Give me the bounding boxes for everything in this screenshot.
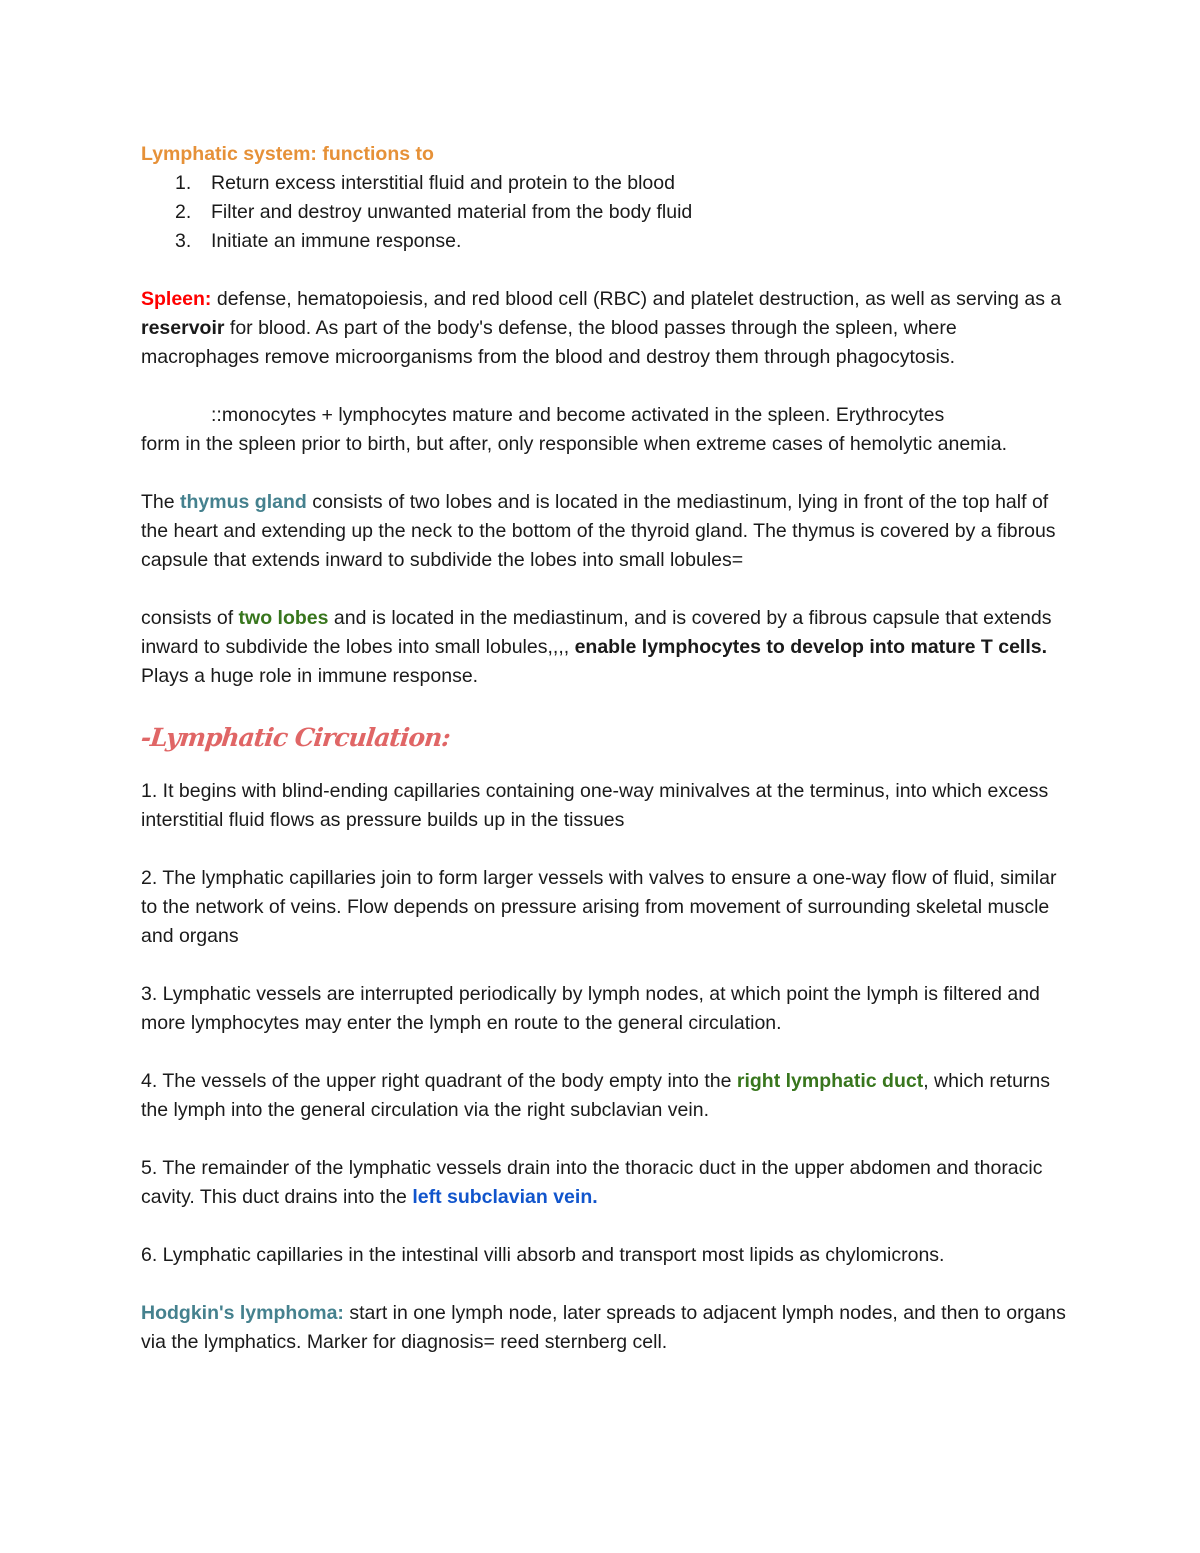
thymus-paragraph: The thymus gland consists of two lobes and is located in the mediastinum, lying in front of the top half of the heart and extending up the neck to the bottom of the thyroid gland. The thymus is covered by a fibrous capsule that extends inward to subdivide the lobes into small lobules= bbox=[141, 491, 1056, 571]
hodgkin-paragraph: Hodgkin's lymphoma: start in one lymph node, later spreads to adjacent lymph nodes, and then to organs via the lymphatics. Marker for diagnosis= reed sternberg cell. bbox=[141, 1302, 1066, 1353]
thymus-label: thymus gland bbox=[180, 491, 307, 513]
circulation-step-5: 5. The remainder of the lymphatic vessels drain into the thoracic duct in the upper abdomen and thoracic cavity. This duct drains into the left subclavian vein. bbox=[141, 1157, 1043, 1208]
circulation-heading: -Lymphatic Circulation: bbox=[139, 723, 452, 752]
reservoir-term: reservoir bbox=[141, 317, 225, 339]
circulation-step-6: 6. Lymphatic capillaries in the intestinal villi absorb and transport most lipids as chylomicrons. bbox=[141, 1244, 945, 1266]
circulation-step-3: 3. Lymphatic vessels are interrupted periodically by lymph nodes, at which point the lymph is filtered and more lymphocytes may enter the lymph en route to the general circulation. bbox=[141, 983, 1040, 1034]
spleen-note: ::monocytes + lymphocytes mature and become activated in the spleen. Erythrocytes form in the spleen prior to birth, but after, only responsible when extreme cases of hemolytic anemia. bbox=[141, 404, 1008, 455]
list-item: 1. Return excess interstitial fluid and protein to the blood bbox=[175, 172, 675, 194]
list-item: 3. Initiate an immune response. bbox=[175, 230, 462, 252]
document-body bbox=[141, 140, 1066, 1357]
list-item: 2. Filter and destroy unwanted material from the body fluid bbox=[175, 201, 693, 223]
t-cells-term: enable lymphocytes to develop into mature T cells. bbox=[574, 636, 1048, 658]
functions-list bbox=[141, 169, 1066, 256]
left-subclavian-vein-term: left subclavian vein. bbox=[412, 1186, 598, 1208]
spleen-paragraph: Spleen: defense, hematopoiesis, and red blood cell (RBC) and platelet destruction, as well as serving as a reservoir for blood. As part of the body's defense, the blood passes through the spleen, where macrophages remove microorganisms from the blood and destroy them through phagocytosis. bbox=[141, 288, 1062, 368]
circulation-step-1: 1. It begins with blind-ending capillaries containing one-way minivalves at the terminus, into which excess interstitial fluid flows as pressure builds up in the tissues bbox=[141, 780, 1049, 831]
thymus-summary: consists of two lobes and is located in the mediastinum, and is covered by a fibrous capsule that extends inward to subdivide the lobes into small lobules,,,, enable lymphocytes to develop into mature T cells. Plays a huge role in immune response. bbox=[141, 607, 1052, 687]
right-lymphatic-duct-term: right lymphatic duct bbox=[736, 1070, 924, 1092]
spleen-label: Spleen: bbox=[141, 288, 212, 310]
circulation-step-4: 4. The vessels of the upper right quadrant of the body empty into the right lymphatic duct, which returns the lymph into the general circulation via the right subclavian vein. bbox=[141, 1070, 1051, 1121]
hodgkin-label: Hodgkin's lymphoma: bbox=[141, 1302, 344, 1324]
circulation-step-2: 2. The lymphatic capillaries join to form larger vessels with valves to ensure a one-way flow of fluid, similar to the network of veins. Flow depends on pressure arising from movement of surrounding skeletal muscle and organs bbox=[141, 867, 1057, 947]
two-lobes-term: two lobes bbox=[238, 607, 329, 629]
functions-title: Lymphatic system: functions to bbox=[141, 143, 434, 165]
